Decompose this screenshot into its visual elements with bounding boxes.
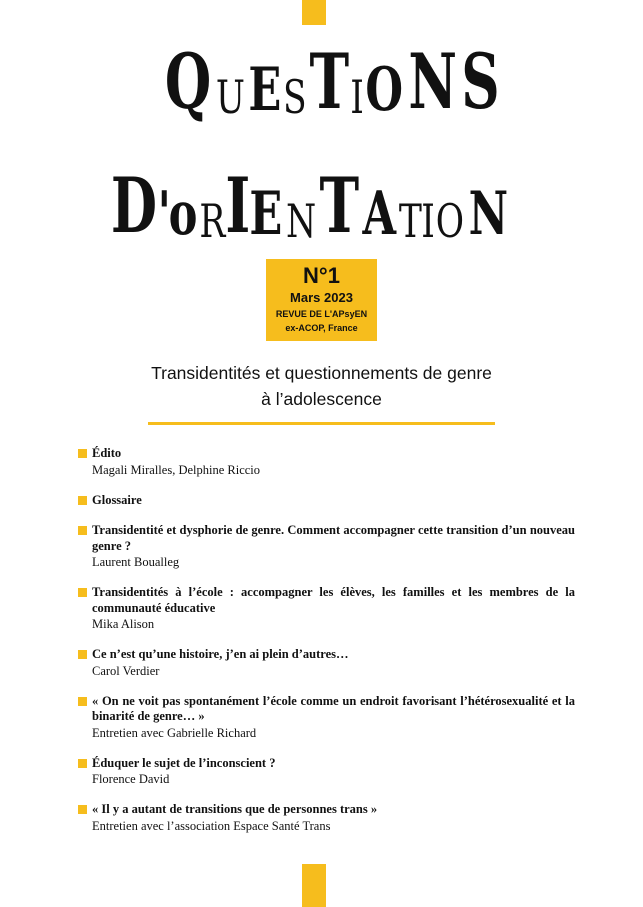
theme-title-line2: à l’adolescence bbox=[261, 389, 382, 409]
masthead-letter: O bbox=[364, 55, 403, 125]
masthead-letter: Q bbox=[164, 37, 211, 126]
square-bullet-icon bbox=[78, 496, 87, 505]
masthead-letter: I bbox=[225, 161, 251, 250]
square-bullet-icon bbox=[78, 805, 87, 814]
toc-entry-title: Éduquer le sujet de l’inconscient ? bbox=[92, 755, 276, 770]
toc-entry-title: Transidentité et dysphorie de genre. Comment accompagner cette transition d’un nouveau genre ? bbox=[92, 523, 575, 553]
issue-date: Mars 2023 bbox=[290, 290, 353, 305]
toc-entry-title: « Il y a autant de transitions que de personnes trans » bbox=[92, 802, 378, 816]
masthead-letter: N bbox=[408, 37, 457, 126]
masthead-line2 bbox=[0, 161, 631, 250]
masthead-letter: T bbox=[309, 37, 350, 126]
issue-review: REVUE DE L'APsyEN bbox=[275, 309, 368, 319]
square-bullet-icon bbox=[78, 449, 87, 458]
masthead-letter: I bbox=[349, 70, 364, 124]
toc-entry[interactable] bbox=[78, 756, 575, 788]
masthead-letter: ' bbox=[157, 179, 171, 249]
toc-entry-title: « On ne voit pas spontanément l’école comme un endroit favorisant l’hétérosexualité et la binarité de genre… » bbox=[92, 693, 575, 723]
bottom-accent-tab bbox=[302, 864, 326, 907]
toc-entry-author: Entretien avec l’association Espace Santé Trans bbox=[92, 818, 331, 833]
toc-entry-author: Mika Alison bbox=[92, 617, 155, 631]
table-of-contents bbox=[78, 446, 575, 849]
masthead-letter: A bbox=[362, 179, 397, 249]
toc-entry-author: Carol Verdier bbox=[92, 663, 160, 678]
masthead-letter: o bbox=[168, 179, 198, 249]
masthead-letter: N bbox=[286, 194, 317, 248]
square-bullet-icon bbox=[78, 759, 87, 768]
masthead-letter: I bbox=[421, 194, 436, 248]
toc-entry-author: Magali Miralles, Delphine Riccio bbox=[92, 462, 261, 477]
masthead-line1 bbox=[10, 37, 643, 126]
masthead-letter: E bbox=[248, 55, 282, 125]
issue-number: N°1 bbox=[303, 263, 340, 288]
toc-entry-title: Édito bbox=[92, 446, 122, 460]
toc-entry-author: Florence David bbox=[92, 772, 170, 786]
masthead-letter: T bbox=[319, 161, 360, 250]
masthead-letter: S bbox=[283, 70, 307, 124]
masthead-letter: S bbox=[461, 37, 501, 126]
masthead-letter: N bbox=[468, 179, 509, 249]
title-divider bbox=[148, 422, 495, 425]
issue-theme-title bbox=[0, 360, 643, 412]
square-bullet-icon bbox=[78, 650, 87, 659]
toc-entry-title: Ce n’est qu’une histoire, j’en ai plein d’autres… bbox=[92, 647, 349, 661]
toc-entry-title: Glossaire bbox=[92, 492, 142, 507]
masthead-letter: T bbox=[398, 194, 422, 248]
toc-entry[interactable] bbox=[78, 585, 575, 632]
toc-entry[interactable] bbox=[78, 446, 575, 478]
toc-entry-title: Transidentités à l’école : accompagner les élèves, les familles et les membres de la communauté éducative bbox=[92, 585, 575, 615]
theme-title-line1: Transidentités et questionnements de genre bbox=[151, 363, 492, 383]
square-bullet-icon bbox=[78, 588, 87, 597]
toc-entry[interactable] bbox=[78, 493, 575, 509]
toc-entry-author: Laurent Boualleg bbox=[92, 555, 180, 569]
toc-entry-author: Entretien avec Gabrielle Richard bbox=[92, 725, 257, 740]
square-bullet-icon bbox=[78, 526, 87, 535]
issue-former-name: ex-ACOP, France bbox=[285, 323, 358, 333]
masthead-letter: D bbox=[110, 161, 157, 250]
toc-entry[interactable] bbox=[78, 694, 575, 741]
masthead-letter: O bbox=[436, 194, 465, 248]
toc-entry[interactable] bbox=[78, 647, 575, 679]
issue-box bbox=[266, 259, 377, 341]
toc-entry[interactable] bbox=[78, 523, 575, 570]
masthead-letter: E bbox=[249, 179, 283, 249]
top-accent-tab bbox=[302, 0, 326, 25]
masthead-letter: U bbox=[215, 70, 245, 124]
masthead-letter: R bbox=[199, 194, 226, 248]
toc-entry[interactable] bbox=[78, 802, 575, 834]
square-bullet-icon bbox=[78, 697, 87, 706]
